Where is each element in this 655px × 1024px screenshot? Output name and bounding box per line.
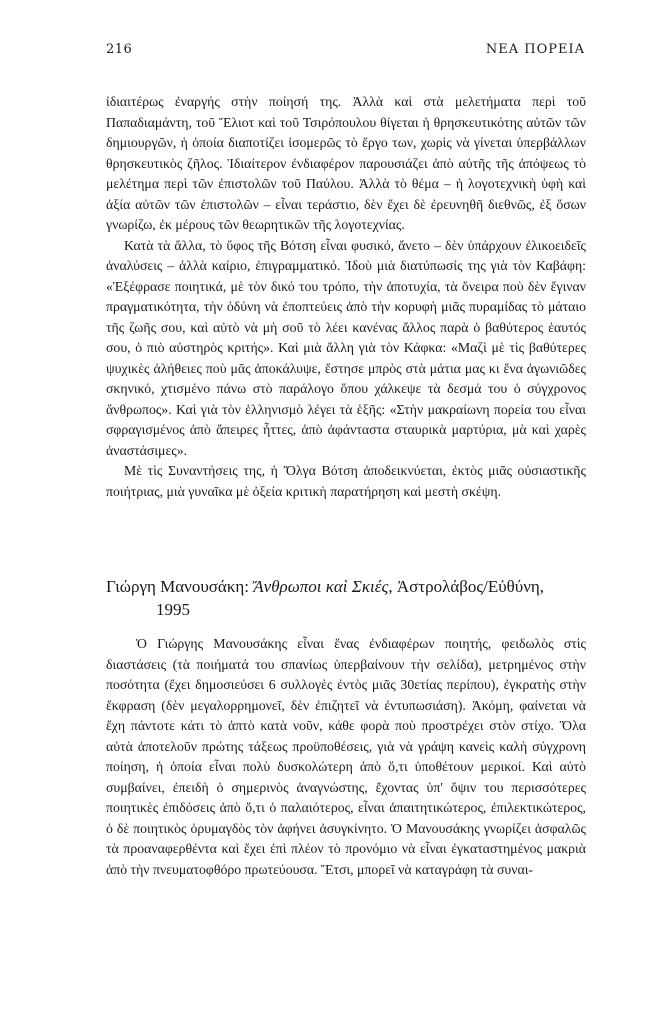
body-text: [106, 92, 586, 502]
paragraph-3: Μὲ τὶς Συναντήσεις της, ἡ Ὄλγα Βότση ἀποδεικνύεται, ἐκτὸς μιᾶς οὐσιαστικῆς ποιήτριας, μιὰ γυναῖκα μὲ ὀξεία κριτικὴ παρατήρηση καὶ μεστὴ σκέψη.: [106, 463, 586, 499]
running-title: ΝΕΑ ΠΟΡΕΙΑ: [485, 42, 585, 57]
page-number: 216: [106, 42, 133, 57]
review-year: 1995: [156, 600, 190, 619]
paragraph-2: Κατὰ τὰ ἄλλα, τὸ ὕφος τῆς Βότση εἶναι φυσικό, ἄνετο – δὲν ὑπάρχουν ἐλικοειδεῖς ἀναλύσεις – ἀλλὰ καίριο, ἐπιγραμματικό. Ἰδοὺ μιὰ διατύπωσίς της γιὰ τὸν Καβάφη: «Ἐξέφρασε ποιητικά, μὲ τὸν δικό του τρόπο, τὴν ἀποτυχία, τὰ ὄνειρα ποὺ δὲν ἔγιναν πραγματικότητα, τὴν ὀδύνη νὰ ἐποπτεύεις ἀπὸ τὴν κορυφὴ μιᾶς πυραμίδας τὸ μάταιο τῆς ζωῆς σου, καὶ αὐτὸ νὰ μὴ σοῦ τὸ λέει κανένας ἄλλος παρὰ ὁ βαθύτερος ἑαυτός σου, ὁ πιὸ αὐστηρὸς κριτής». Καὶ μιὰ ἄλλη γιὰ τὸν Κάφκα: «Μαζὶ μὲ τὶς βαθύτερες ψυχικὲς ἀλήθειες ποὺ μᾶς ἀποκάλυψε, ἔστησε μπρὸς στὰ μάτια μας κι ἕνα ἀγωνιῶδες σκηνικό, χτισμένο πάνω στὸ παράλογο ὅπου χάλκεψε τὰ δεσμά του ὁ σύγχρονος ἄνθρωπος». Καὶ γιὰ τὸν ἑλληνισμὸ λέγει τὰ ἑξῆς: «Στὴν μακραίωνη πορεία του εἶναι σφραγισμένος ἀπὸ ἄπειρες ἧττες, ἀπὸ ἀφάνταστα σταυρικὰ μαρτύρια, μὰ καὶ χαρὲς ἀναστάσιμες».: [106, 237, 586, 458]
review-body: [106, 634, 586, 880]
paragraph-1: ἰδιαιτέρως ἐναργής στὴν ποίησή της. Ἀλλὰ καὶ στὰ μελετήματα περὶ τοῦ Παπαδιαμάντη, τοῦ Ἔλιοτ καὶ τοῦ Τσιρόπουλου θίγεται ἡ θρησκευτικότης αὐτῶν τῶν δημιουργῶν, ἡ ὁποία διαποτίζει ἰσομερῶς τὸ ἔργο των, χωρὶς νὰ γίνεται ὑπερβάλλων θρησκευτικὸς ζῆλος. Ἰδιαίτερον ἐνδιαφέρον παρουσιάζει ἀπὸ αὐτῆς τῆς ἀπόψεως τὸ μελέτημα περὶ τῶν ἐπιστολῶν τοῦ Παύλου. Ἀλλὰ τὸ θέμα – ἡ λογοτεχνικὴ ὑφὴ καὶ ἀξία αὐτῶν τῶν ἐπιστολῶν – εἶναι τεράστιο, δὲν ἔχει δὲ ἐρευνηθῆ διεθνῶς, ἐξ ὅσων γνωρίζω, ἐκ μέρους τῶν θεωρητικῶν τῆς λογοτεχνίας.: [106, 94, 586, 232]
review-author: Γιώργη Μανουσάκη:: [106, 577, 254, 596]
review-publisher: Ἀστρολάβος/Εὐθύνη,: [392, 577, 545, 596]
review-book-title: Ἄνθρωποι καὶ Σκιές,: [253, 577, 393, 596]
review-paragraph: Ὁ Γιώργης Μανουσάκης εἶναι ἕνας ἐνδιαφέρων ποιητής, φειδωλὸς στὶς διαστάσεις (τὰ ποιήματά του σπανίως ὑπερβαίνουν τὴν σελίδα), μετρημένος στὴν ποσότητα (ἔχει δημοσιεύσει 6 συλλογὲς ἐντὸς μιᾶς 30ετίας περίπου), ἐγκρατὴς στὴν ἔκφραση (δὲν μεγαλορρημονεῖ, δὲν ἐπιζητεῖ νὰ ἐντυπωσιάση). Ἀκόμη, φαίνεται νὰ ἔχη πάντοτε κάτι τὸ ἁπτὸ κατὰ νοῦν, κάθε φορὰ ποὺ προστρέχει στὸν στίχο. Ὅλα αὐτὰ ἀποτελοῦν πρώτης τάξεως προϋποθέσεις, γιὰ νὰ γράψη κανεὶς καλὴ σύγχρονη ποίηση, ἡ ὁποία εἶναι πολὺ δυσκολώτερη ἀπὸ ὅ,τι ὑποθέτουν μερικοί. Καὶ αὐτὸ συμβαίνει, ἐπειδὴ ὁ σημερινὸς ἀναγνώστης, ἔχοντας ὑπ' ὄψιν του περισσότερες ποιητικὲς ἐπιδόσεις ἀπὸ ὅ,τι ὁ παλαιότερος, εἶναι ἀπαιτητικώτερος, ἐπιλεκτικώτερος, ὁ δὲ ποιητικὸς ὀρυμαγδὸς τὸν ἀφήνει ἀσυγκίνητο. Ὁ Μανουσάκης γνωρίζει ἀσφαλῶς τὰ προαναφερθέντα καὶ ἔχει ἐπὶ πλέον τὸ προνόμιο νὰ εἶναι ἐγκαταστημένος μακριὰ ἀπὸ τὴν πνευματοφθόρο πρωτεύουσα. Ἔτσι, μπορεῖ νὰ καταγράφη τὰ συναι-: [106, 636, 586, 877]
review-heading: [106, 575, 596, 621]
